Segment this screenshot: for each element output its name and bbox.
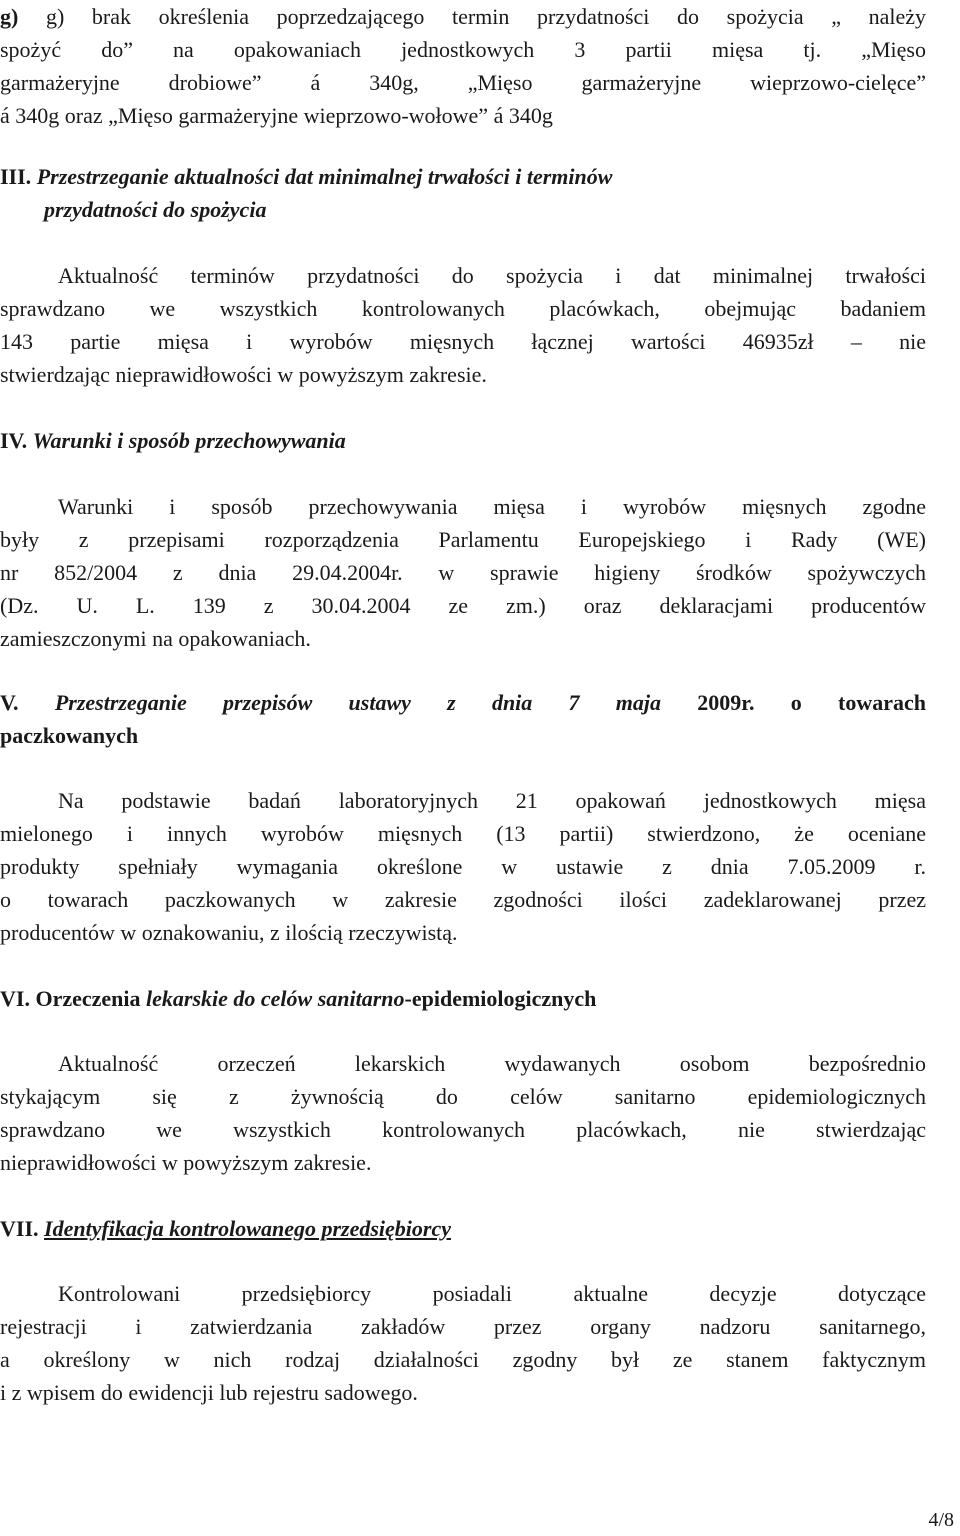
- paragraph-line: producentów w oznakowaniu, z ilością rzeczywistą.: [0, 920, 458, 945]
- section-5-paragraph: [0, 784, 926, 949]
- paragraph-line: garmażeryjne drobiowe” á 340g, „Mięso garmażeryjne wieprzowo-cielęce”: [0, 70, 926, 95]
- section-number: V.: [0, 690, 19, 715]
- paragraph-line: stykającym się z żywnością do celów sanitarno epidemiologicznych: [0, 1084, 926, 1109]
- paragraph-line: (Dz. U. L. 139 z 30.04.2004 ze zm.) oraz deklaracjami producentów: [0, 593, 926, 618]
- section-heading: Przestrzeganie aktualności dat minimalnej trwałości i terminów: [36, 164, 613, 189]
- paragraph-line: Aktualność terminów przydatności do spożycia i dat minimalnej trwałości: [58, 263, 926, 288]
- section-heading-cont: przydatności do spożycia: [44, 197, 267, 222]
- paragraph-line: o towarach paczkowanych w zakresie zgodności ilości zadeklarowanej przez: [0, 887, 926, 912]
- section-5-heading: V. Przestrzeganie przepisów ustawy z dnia 7 maja 2009r. o towarach paczkowanych: [0, 686, 926, 752]
- paragraph-line: á 340g oraz „Mięso garmażeryjne wieprzowo-wołowe” á 340g: [0, 103, 553, 128]
- paragraph-line: produkty spełniały wymagania określone w ustawie z dnia 7.05.2009 r.: [0, 854, 926, 879]
- paragraph-line: 143 partie mięsa i wyrobów mięsnych łącznej wartości 46935zł – nie: [0, 329, 926, 354]
- section-number: VII.: [0, 1216, 39, 1241]
- section-3-heading: [0, 160, 926, 226]
- section-4-heading: [0, 424, 926, 457]
- section-number: IV.: [0, 428, 28, 453]
- section-number: III.: [0, 164, 32, 189]
- section-number: VI.: [0, 986, 30, 1011]
- section-heading: Identyfikacja kontrolowanego przedsiębiorcy: [44, 1216, 451, 1241]
- paragraph-line: stwierdzając nieprawidłowości w powyższym zakresie.: [0, 362, 487, 387]
- paragraph-line: a określony w nich rodzaj działalności zgodny był ze stanem faktycznym: [0, 1347, 926, 1372]
- section-3-paragraph: [0, 259, 926, 391]
- page-number: 4/8: [928, 1509, 954, 1531]
- paragraph-line: Na podstawie badań laboratoryjnych 21 opakowań jednostkowych mięsa: [58, 788, 926, 813]
- paragraph-line: Aktualność orzeczeń lekarskich wydawanych osobom bezpośrednio: [58, 1051, 926, 1076]
- section-7-paragraph: [0, 1277, 926, 1409]
- paragraph-line: spożyć do” na opakowaniach jednostkowych 3 partii mięsa tj. „Mięso: [0, 37, 926, 62]
- section-heading: Przestrzeganie przepisów ustawy z dnia 7 maja: [54, 690, 662, 715]
- section-heading: Warunki i sposób przechowywania: [32, 428, 346, 453]
- paragraph-line: nr 852/2004 z dnia 29.04.2004r. w sprawie higieny środków spożywczych: [0, 560, 926, 585]
- paragraph-line: g) g) brak określenia poprzedzającego termin przydatności do spożycia „ należy: [0, 4, 926, 29]
- section-4-paragraph: [0, 490, 926, 655]
- paragraph-line: i z wpisem do ewidencji lub rejestru sadowego.: [0, 1380, 418, 1405]
- section-6-heading: VI. Orzeczenia lekarskie do celów sanitarno-epidemiologicznych: [0, 986, 597, 1011]
- section-g: [0, 0, 926, 132]
- paragraph-line: rejestracji i zatwierdzania zakładów przez organy nadzoru sanitarnego,: [0, 1314, 926, 1339]
- section-6-paragraph: [0, 1047, 926, 1179]
- paragraph-line: mielonego i innych wyrobów mięsnych (13 partii) stwierdzono, że oceniane: [0, 821, 926, 846]
- paragraph-line: były z przepisami rozporządzenia Parlamentu Europejskiego i Rady (WE): [0, 527, 926, 552]
- paragraph-line: sprawdzano we wszystkich kontrolowanych placówkach, nie stwierdzając: [0, 1117, 926, 1142]
- paragraph-line: Warunki i sposób przechowywania mięsa i wyrobów mięsnych zgodne: [58, 494, 926, 519]
- paragraph-line: nieprawidłowości w powyższym zakresie.: [0, 1150, 372, 1175]
- section-7-heading: [0, 1212, 926, 1245]
- paragraph-line: zamieszczonymi na opakowaniach.: [0, 626, 311, 651]
- section-heading-cont: paczkowanych: [0, 723, 139, 748]
- paragraph-line: sprawdzano we wszystkich kontrolowanych placówkach, obejmując badaniem: [0, 296, 926, 321]
- paragraph-line: Kontrolowani przedsiębiorcy posiadali aktualne decyzje dotyczące: [58, 1281, 926, 1306]
